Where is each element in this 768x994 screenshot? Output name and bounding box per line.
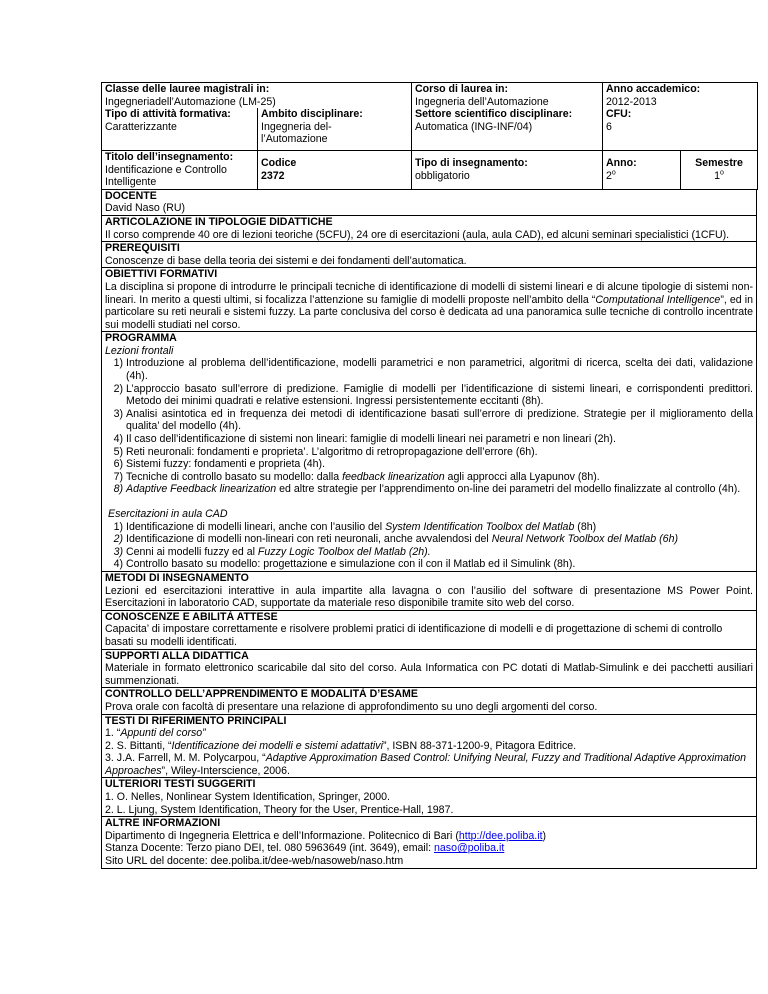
altre-line-1-a: Dipartimento di Ingegneria Elettrica e dell’Informazione. Politecnico di Bari ( bbox=[105, 829, 459, 842]
conoscenze-text: Capacita’ di impostare correttamente e risolvere problemi pratici di identificazione di modelli e di progettazione di schemi di controllo basati su modelli identificati. bbox=[105, 623, 723, 648]
lezioni-list bbox=[105, 357, 753, 496]
testi-ref-2-a: 2. S. Bittanti, “ bbox=[105, 739, 172, 752]
altre-line-2 bbox=[105, 842, 753, 855]
programma-title: PROGRAMMA bbox=[105, 332, 177, 345]
cad-2-text-a: Identificazione di modelli non-lineari con reti neuronali, anche avvalendosi del bbox=[126, 533, 492, 546]
list-item bbox=[105, 357, 753, 382]
cad-1-text-a: Identificazione di modelli lineari, anche con l’ausilio del bbox=[126, 520, 386, 533]
articolazione-title: ARTICOLAZIONE IN TIPOLOGIE DIDATTICHE bbox=[105, 215, 333, 228]
item-number: 3) bbox=[113, 545, 123, 558]
settore-value: Automatica (ING-INF/04) bbox=[415, 120, 533, 133]
cad-list bbox=[105, 521, 753, 571]
list-item bbox=[105, 546, 753, 559]
obiettivi-text bbox=[105, 281, 753, 331]
testi-ref-1-b: Appunti del corso” bbox=[120, 727, 206, 740]
docente-title: DOCENTE bbox=[105, 189, 157, 202]
item-text: Reti neuronali: fondamenti e proprieta’. L’algoritmo di retropropagazione dell’errore (6h). bbox=[126, 445, 538, 458]
codice-cell bbox=[258, 150, 412, 189]
item-text: Sistemi fuzzy: fondamenti e proprieta (4h). bbox=[126, 458, 326, 471]
testi-ref-3-c: ”, Wiley-Interscience, 2006. bbox=[161, 764, 290, 777]
tipo-attivita-label: Tipo di attività formativa: bbox=[105, 108, 231, 121]
supporti-section bbox=[101, 650, 757, 689]
titolo-cell bbox=[102, 150, 258, 189]
prerequisiti-section bbox=[101, 242, 757, 268]
obiettivi-text-2: ”, ed in particolare su reti neurali e sistemi fuzzy. La parte conclusiva del corso è dedicata ad una panoramica sulle tecniche di controllo incentrate sui modelli studiati nel corso. bbox=[105, 293, 753, 331]
classe-value: Ingegneriadell’Automazione (LM-25) bbox=[105, 95, 276, 108]
testi-ref-2-b: Identificazione dei modelli e sistemi adattativi bbox=[171, 739, 383, 752]
item-number: 3) bbox=[113, 407, 123, 420]
anno-sup: o bbox=[611, 169, 616, 177]
item-number: 4) bbox=[113, 558, 123, 571]
settore-label: Settore scientifico disciplinare: bbox=[415, 108, 573, 121]
ulteriori-section bbox=[101, 778, 757, 817]
obiettivi-title: OBIETTIVI FORMATIVI bbox=[105, 268, 218, 281]
item-number: 2) bbox=[113, 382, 123, 395]
item-7-text-a: Tecniche di controllo basato su modello: dalla bbox=[126, 470, 343, 483]
programma-section bbox=[101, 332, 757, 572]
cad-subtitle: Esercitazioni in aula CAD bbox=[108, 508, 228, 520]
item-number: 1) bbox=[113, 520, 123, 533]
corso-cell bbox=[412, 83, 603, 151]
ambito-cell bbox=[258, 108, 412, 150]
anno-accademico-value: 2012-2013 bbox=[606, 95, 657, 108]
classe-cell bbox=[102, 83, 412, 109]
list-item bbox=[105, 383, 753, 408]
titolo-label: Titolo dell’insegnamento: bbox=[105, 150, 234, 163]
semestre-sup: o bbox=[720, 169, 724, 177]
item-7-text-b: feedback linearization bbox=[342, 470, 445, 483]
lezioni-subtitle: Lezioni frontali bbox=[105, 344, 174, 357]
classe-label: Classe delle lauree magistrali in: bbox=[105, 83, 270, 95]
supporti-title: SUPPORTI ALLA DIDATTICA bbox=[105, 649, 249, 662]
anno-value: 2 bbox=[606, 169, 612, 182]
articolazione-section bbox=[101, 216, 757, 242]
metodi-text: Lezioni ed esercitazioni interattive in aula impartite alla lavagna o con l’ausilio del software di presentazione MS Power Point. Esercitazioni in laboratorio CAD, supportate da materiale reso disponibile tramite sito web del corso. bbox=[105, 584, 753, 610]
testi-ref-3-a: 3. J.A. Farrell, M. M. Polycarpou, “ bbox=[105, 752, 266, 765]
item-number: 6) bbox=[113, 458, 123, 471]
cad-3-text-a: Cenni ai modelli fuzzy ed al bbox=[126, 545, 258, 558]
list-item bbox=[105, 483, 753, 496]
metodi-title: METODI DI INSEGNAMENTO bbox=[105, 571, 249, 584]
altre-line-3: Sito URL del docente: dee.poliba.it/dee-web/nasoweb/naso.htm bbox=[105, 855, 404, 868]
controllo-section bbox=[101, 688, 757, 714]
list-item bbox=[105, 521, 753, 534]
semestre-value-wrap bbox=[684, 170, 754, 183]
conoscenze-section bbox=[101, 611, 757, 650]
ulteriori-ref-2: 2. L. Ljung, System Identification, Theory for the User, Prentice-Hall, 1987. bbox=[105, 803, 454, 816]
altre-line-1-b: ) bbox=[542, 829, 547, 842]
titolo-value: Identificazione e Controllo Intelligente bbox=[105, 163, 227, 189]
obiettivi-text-italic: Computational Intelligence bbox=[595, 293, 721, 306]
tipo-insegnamento-value: obbligatorio bbox=[415, 169, 470, 182]
prerequisiti-title: PREREQUISITI bbox=[105, 242, 180, 255]
cad-1-text-b: System Identification Toolbox del Matlab bbox=[385, 520, 575, 533]
email-link[interactable]: naso@poliba.it bbox=[434, 842, 505, 855]
codice-value: 2372 bbox=[261, 169, 285, 182]
controllo-text: Prova orale con facoltà di presentare una relazione di approfondimento su uno degli argomenti del corso. bbox=[105, 700, 598, 713]
corso-label: Corso di laurea in: bbox=[415, 83, 509, 95]
item-text: Il caso dell’identificazione di sistemi non lineari: famiglie di modelli lineari nei parametri e non lineari (2h). bbox=[126, 433, 616, 446]
cad-3-text-b: Fuzzy Logic Toolbox del Matlab (2h). bbox=[257, 545, 431, 558]
ulteriori-ref-1: 1. O. Nelles, Nonlinear System Identification, Springer, 2000. bbox=[105, 791, 391, 804]
conoscenze-title: CONOSCENZE E ABILITÀ ATTESE bbox=[105, 610, 278, 623]
list-item bbox=[105, 408, 753, 433]
testi-ref-1-a: 1. “ bbox=[105, 727, 121, 740]
spacer bbox=[105, 496, 753, 508]
obiettivi-text-1: La disciplina si propone di introdurre le principali tecniche di identificazione di modelli di sistemi lineari e di alcune tipologie di sistemi non-lineari. In merito a questi ultimi, si focalizza l’attenzione su famiglie di modelli proposte nell’ambito della “ bbox=[105, 280, 753, 306]
item-8-text-a: Adaptive Feedback linearization bbox=[126, 483, 277, 496]
item-number: 4) bbox=[113, 433, 123, 446]
controllo-title: CONTROLLO DELL’APPRENDIMENTO E MODALITÀ D’ESAME bbox=[105, 688, 418, 701]
tipo-attivita-value: Caratterizzante bbox=[105, 120, 177, 133]
ambito-value: Ingegneria del-l’Automazione bbox=[261, 120, 332, 146]
anno-label: Anno: bbox=[606, 156, 637, 169]
item-number: 2) bbox=[113, 533, 123, 546]
item-text: Introduzione al problema dell’identificazione, modelli parametrici e non parametrici, algoritmi di ricerca, scelta dei dati, validazione (4h). bbox=[126, 357, 753, 383]
anno-value-wrap bbox=[606, 170, 677, 183]
altre-line-1 bbox=[105, 830, 753, 843]
item-text: L’approccio basato sull’errore di predizione. Famiglie di modelli per l’identificazione di sistemi lineari, e corrispondenti predittori. Metodo dei minimi quadrati e relative estensioni. Ingressi persistentemente eccitanti (8h). bbox=[126, 382, 753, 408]
metodi-section bbox=[101, 572, 757, 611]
list-item bbox=[105, 433, 753, 446]
testi-ref-1 bbox=[105, 727, 753, 740]
cfu-label: CFU: bbox=[606, 108, 632, 121]
item-number: 8) bbox=[113, 483, 123, 496]
testi-section bbox=[101, 715, 757, 779]
course-sheet bbox=[101, 82, 757, 869]
testi-title: TESTI DI RIFERIMENTO PRINCIPALI bbox=[105, 714, 287, 727]
list-item bbox=[105, 533, 753, 546]
ulteriori-title: ULTERIORI TESTI SUGGERITI bbox=[105, 778, 256, 791]
altre-title: ALTRE INFORMAZIONI bbox=[105, 817, 221, 830]
obiettivi-section bbox=[101, 268, 757, 332]
prerequisiti-text: Conoscenze di base della teoria dei sistemi e dei fondamenti dell’automatica. bbox=[105, 254, 467, 267]
item-8-text-b: ed altre strategie per l’apprendimento on-line dei parametri del modello finalizzate al controllo (4h). bbox=[276, 483, 741, 496]
articolazione-text: Il corso comprende 40 ore di lezioni teoriche (5CFU), 24 ore di esercitazioni (aula, aula CAD), ed alcuni seminari specialistici (1CFU). bbox=[105, 228, 730, 241]
cad-1-text-c: (8h) bbox=[574, 520, 597, 533]
item-number: 5) bbox=[113, 445, 123, 458]
ambito-label: Ambito disciplinare: bbox=[261, 108, 363, 121]
item-number: 7) bbox=[113, 470, 123, 483]
semestre-label: Semestre bbox=[695, 156, 743, 169]
altre-section bbox=[101, 817, 757, 868]
cad-4-text: Controllo basato su modello: progettazione e simulazione con il con il Matlab ed il Simulink (8h). bbox=[126, 558, 576, 571]
altre-line-2-a: Stanza Docente: Terzo piano DEI, tel. 080 5963649 (int. 3649), email: bbox=[105, 842, 435, 855]
testi-ref-2-c: ”, ISBN 88-371-1200-9, Pitagora Editrice. bbox=[382, 739, 577, 752]
anno-accademico-label: Anno accademico: bbox=[606, 83, 701, 95]
anno-accademico-cell bbox=[603, 83, 758, 151]
tipo-insegnamento-label: Tipo di insegnamento: bbox=[415, 156, 528, 169]
testi-ref-3 bbox=[105, 752, 753, 777]
semestre-value: 1 bbox=[714, 169, 720, 182]
anno-cell bbox=[603, 150, 681, 189]
tipo-insegnamento-cell bbox=[412, 150, 603, 189]
list-item bbox=[105, 458, 753, 471]
tipo-attivita-cell bbox=[102, 108, 258, 150]
testi-ref-3-b: Adaptive Approximation Based Control: Unifying Neural, Fuzzy and Traditional Adaptive Approximation Approaches bbox=[105, 752, 747, 777]
supporti-text: Materiale in formato elettronico scaricabile dal sito del corso. Aula Informatica con PC dotati di Matlab-Simulink e dei pacchetti ausiliari summenzionati. bbox=[105, 662, 753, 687]
list-item bbox=[105, 471, 753, 484]
codice-label: Codice bbox=[261, 156, 297, 169]
item-7-text-c: agli approcci alla Lyapunov (8h). bbox=[444, 470, 600, 483]
cfu-value: 6 bbox=[606, 120, 612, 133]
docente-section bbox=[101, 190, 757, 216]
docente-text: David Naso (RU) bbox=[105, 202, 186, 215]
item-text: Analisi asintotica ed in frequenza dei metodi di identificazione basati sull’errore di predizione. Strategie per il miglioramento della qualita’ del modello (4h). bbox=[126, 407, 753, 433]
header-table bbox=[101, 82, 758, 190]
list-item bbox=[105, 446, 753, 459]
corso-value: Ingegneria dell’Automazione bbox=[415, 95, 549, 108]
dipartimento-link[interactable]: http://dee.poliba.it bbox=[458, 829, 543, 842]
testi-ref-2 bbox=[105, 740, 753, 753]
list-item bbox=[105, 558, 753, 571]
semestre-cell bbox=[681, 150, 758, 189]
item-number: 1) bbox=[113, 357, 123, 370]
cad-2-text-b: Neural Network Toolbox del Matlab (6h) bbox=[491, 533, 678, 546]
